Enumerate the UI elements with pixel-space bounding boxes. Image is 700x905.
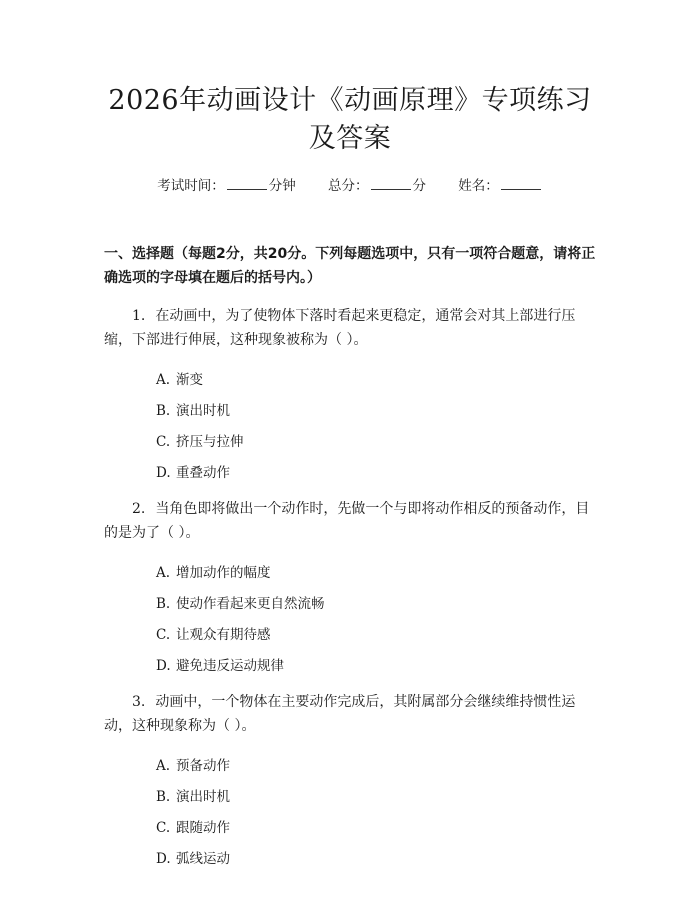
option-a	[156, 370, 596, 390]
option-text: 弧线运动	[176, 851, 230, 867]
option-b	[156, 787, 596, 807]
question-number: 1.	[132, 308, 146, 324]
option-a	[156, 563, 596, 583]
question-stem	[104, 304, 596, 352]
option-letter: A.	[156, 565, 171, 581]
score-blank	[371, 177, 411, 190]
option-letter: D.	[156, 465, 171, 481]
total-score	[328, 176, 426, 196]
question-number: 2.	[132, 501, 146, 517]
option-text: 让观众有期待感	[176, 627, 271, 643]
option-text: 避免违反运动规律	[176, 658, 284, 674]
exam-time	[157, 176, 296, 196]
option-d	[156, 463, 596, 483]
score-unit: 分	[412, 178, 426, 194]
option-c	[156, 432, 596, 452]
score-label: 总分：	[328, 178, 369, 194]
option-text: 预备动作	[176, 758, 230, 774]
option-letter: C.	[156, 434, 171, 450]
option-b	[156, 401, 596, 421]
question-3	[104, 690, 596, 869]
option-letter: A.	[156, 758, 171, 774]
question-stem	[104, 497, 596, 545]
exam-meta	[104, 176, 596, 196]
option-d	[156, 656, 596, 676]
name-label: 姓名：	[458, 178, 499, 194]
option-letter: A.	[156, 372, 171, 388]
option-c	[156, 625, 596, 645]
question-number: 3.	[132, 694, 146, 710]
option-letter: D.	[156, 658, 171, 674]
option-text: 使动作看起来更自然流畅	[176, 596, 325, 612]
time-unit: 分钟	[268, 178, 296, 194]
option-list	[104, 370, 596, 483]
question-text: 当角色即将做出一个动作时，先做一个与即将动作相反的预备动作，目的是为了（ ）。	[104, 501, 590, 541]
question-text: 在动画中，为了使物体下落时看起来更稳定，通常会对其上部进行压缩，下部进行伸展，这种现象被称为（ ）。	[104, 308, 576, 348]
option-letter: B.	[156, 596, 171, 612]
student-name	[458, 176, 543, 196]
question-text: 动画中，一个物体在主要动作完成后，其附属部分会继续维持惯性运动，这种现象称为（ ）。	[104, 694, 576, 734]
option-c	[156, 818, 596, 838]
option-b	[156, 594, 596, 614]
name-blank	[501, 177, 541, 190]
time-blank	[227, 177, 267, 190]
option-letter: B.	[156, 789, 171, 805]
option-a	[156, 756, 596, 776]
option-text: 挤压与拉伸	[176, 434, 244, 450]
option-letter: C.	[156, 820, 171, 836]
option-text: 演出时机	[176, 789, 230, 805]
option-letter: C.	[156, 627, 171, 643]
section-header: 一、选择题（每题2分，共20分。下列每题选项中，只有一项符合题意，请将正确选项的字母填在题后的括号内。）	[104, 246, 596, 286]
option-list	[104, 563, 596, 676]
option-text: 增加动作的幅度	[176, 565, 271, 581]
option-text: 跟随动作	[176, 820, 230, 836]
option-text: 演出时机	[176, 403, 230, 419]
page-title: 2026年动画设计《动画原理》专项练习及答案	[108, 85, 592, 154]
option-text: 渐变	[176, 372, 203, 388]
question-2	[104, 497, 596, 676]
option-list	[104, 756, 596, 869]
option-letter: B.	[156, 403, 171, 419]
option-text: 重叠动作	[176, 465, 230, 481]
time-label: 考试时间：	[157, 178, 225, 194]
question-1	[104, 304, 596, 483]
option-letter: D.	[156, 851, 171, 867]
question-stem	[104, 690, 596, 738]
option-d	[156, 849, 596, 869]
